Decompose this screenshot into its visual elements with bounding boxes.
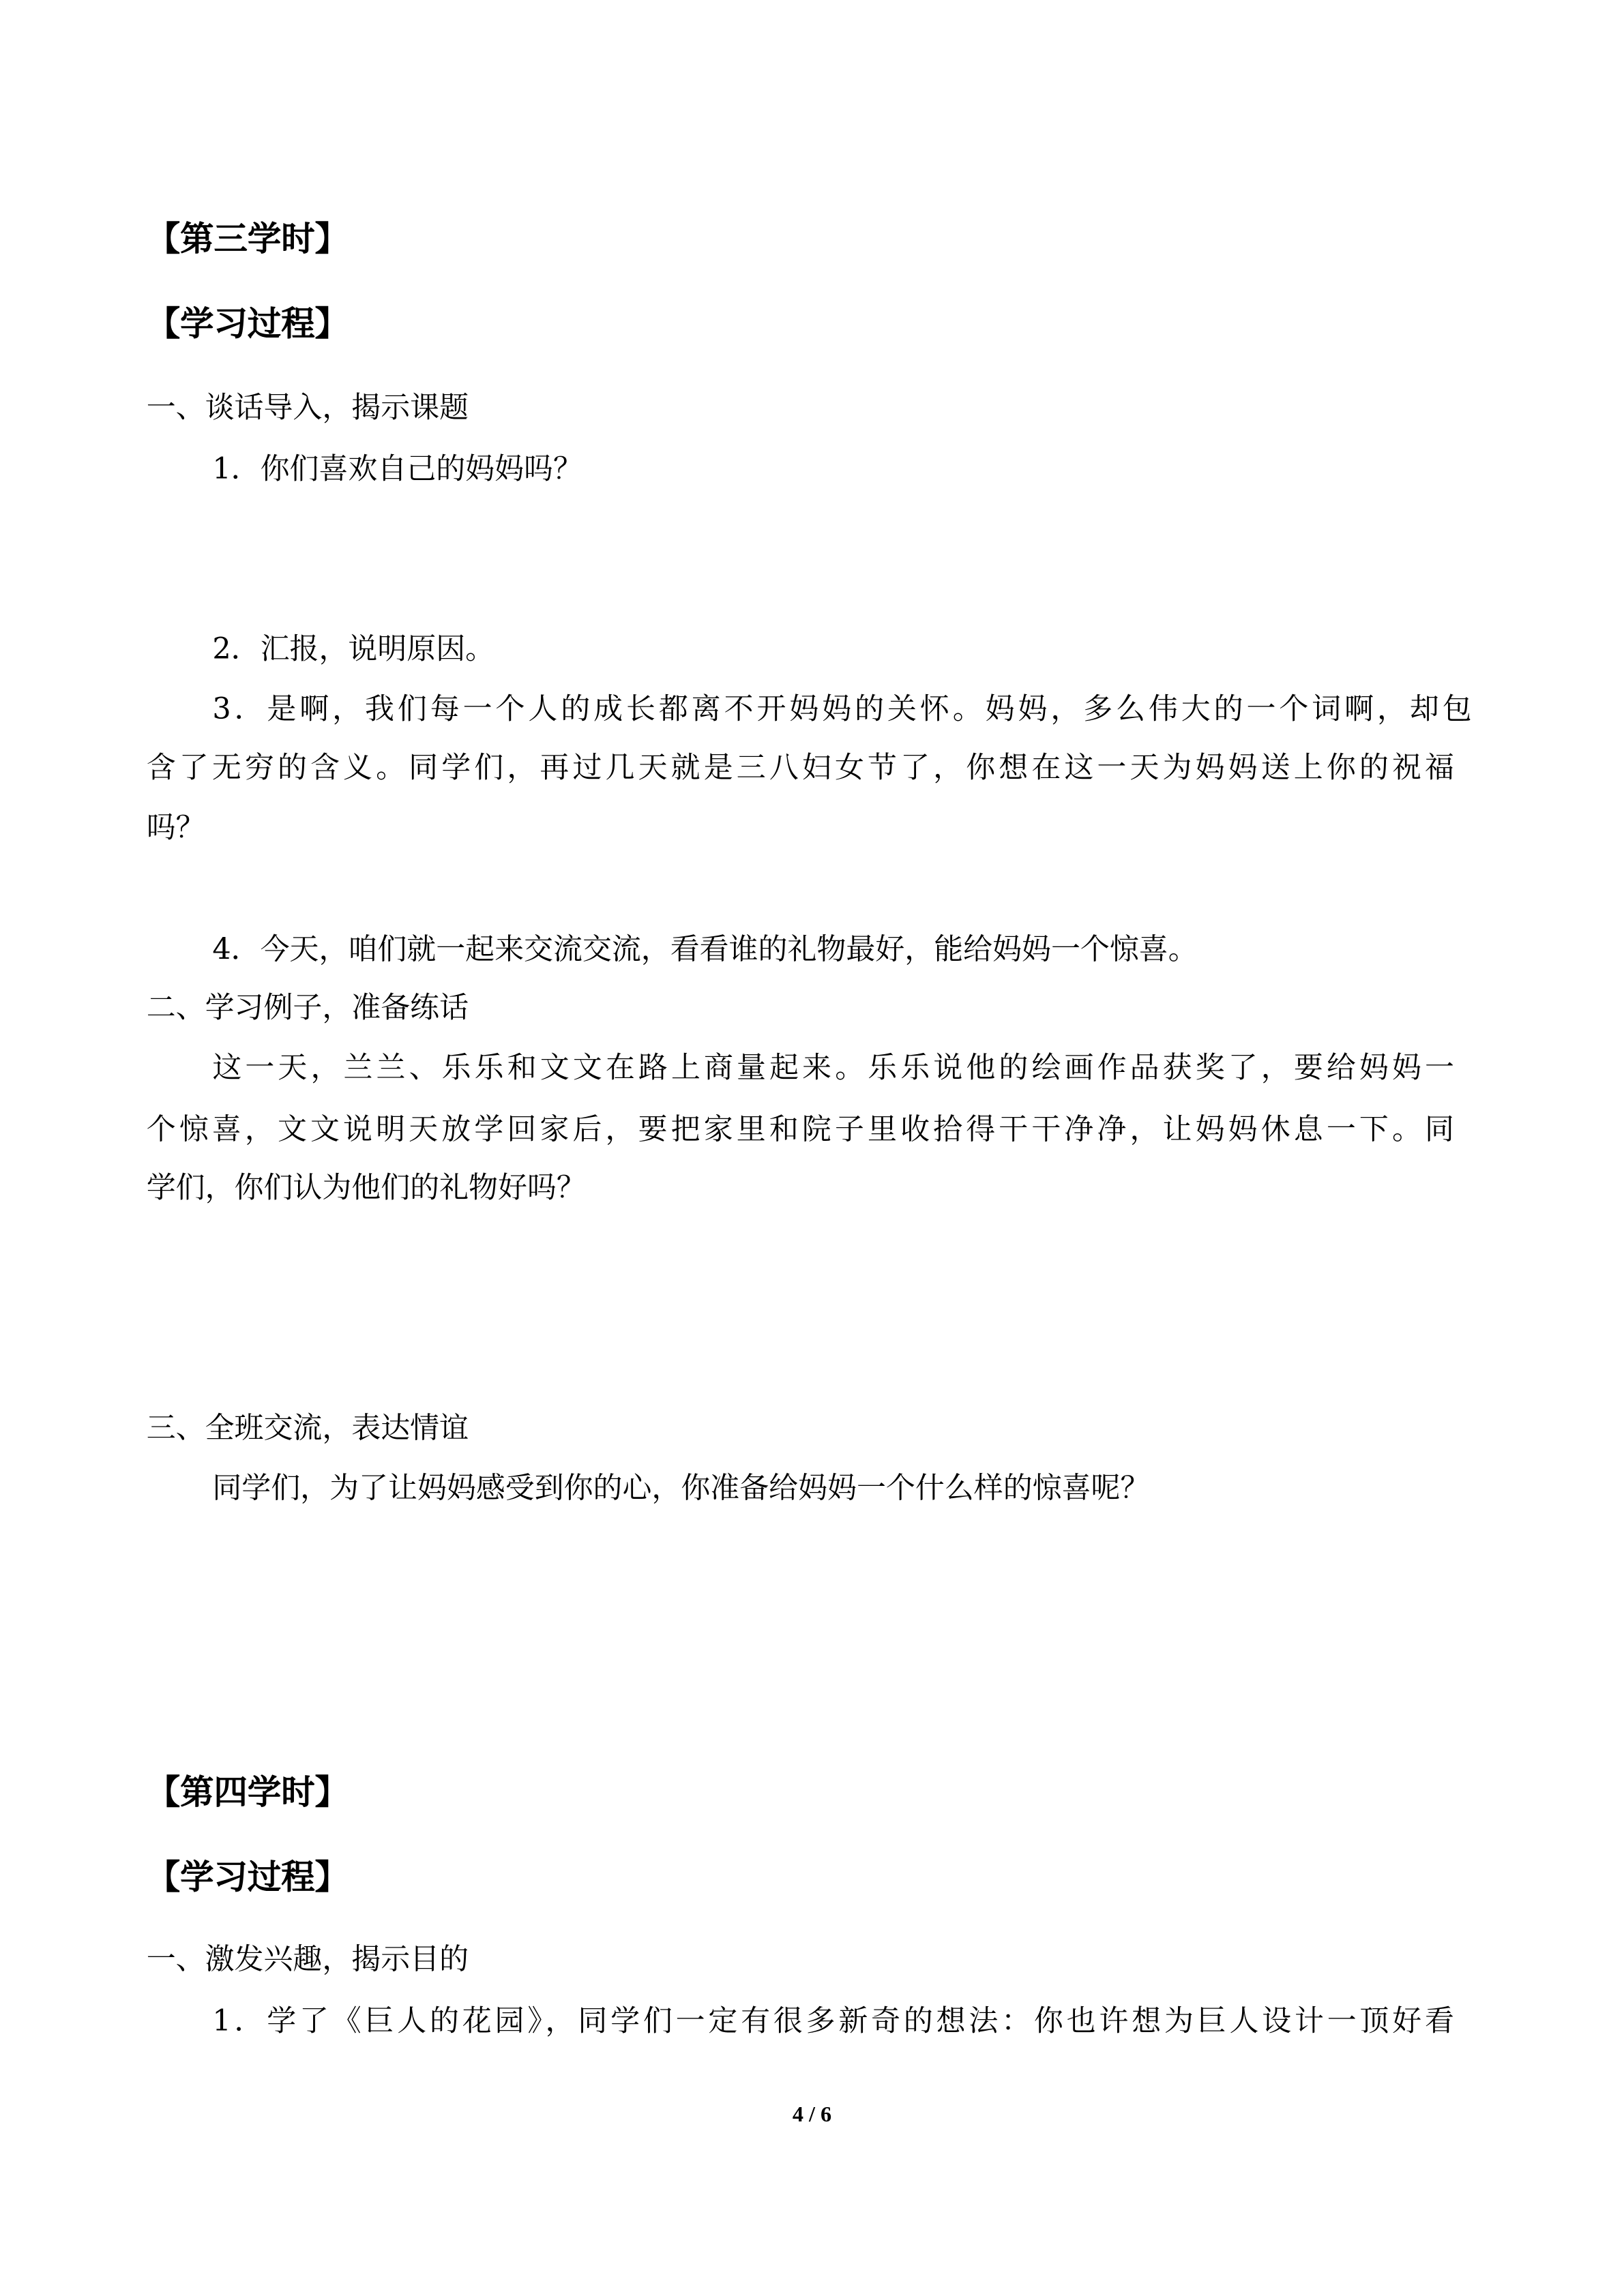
section3-part1-item3-line1: 3．是啊，我们每一个人的成长都离不开妈妈的关怀。妈妈，多么伟大的一个词啊，却包 [212, 691, 1472, 726]
section3-part1-title: 一、谈话导入，揭示课题 [146, 389, 469, 425]
section3-part1-item3-line2: 含了无穷的含义。同学们，再过几天就是三八妇女节了，你想在这一天为妈妈送上你的祝福 [146, 749, 1454, 785]
section3-part1-item2: 2．汇报，说明原因。 [212, 631, 495, 666]
section4-part1-item1: 1．学了《巨人的花园》，同学们一定有很多新奇的想法：你也许想为巨人设计一顶好看 [212, 2003, 1454, 2038]
section3-part1-item4: 4．今天，咱们就一起来交流交流，看看谁的礼物最好，能给妈妈一个惊喜。 [212, 931, 1198, 967]
section3-process-heading: 【学习过程】 [146, 305, 349, 344]
section3-part3-paragraph: 同学们，为了让妈妈感受到你的心，你准备给妈妈一个什么样的惊喜呢？ [212, 1470, 1150, 1506]
section4-part1-title: 一、激发兴趣，揭示目的 [146, 1941, 469, 1977]
section3-part2-line1: 这一天，兰兰、乐乐和文文在路上商量起来。乐乐说他的绘画作品获奖了，要给妈妈一 [212, 1049, 1454, 1085]
section3-part2-title: 二、学习例子，准备练话 [146, 989, 469, 1025]
section3-part2-line2: 个惊喜，文文说明天放学回家后，要把家里和院子里收拾得干干净净，让妈妈休息一下。同 [146, 1111, 1454, 1147]
page-number: 4 / 6 [792, 2104, 832, 2128]
section4-process-heading: 【学习过程】 [146, 1859, 349, 1898]
section4-heading: 【第四学时】 [146, 1774, 349, 1813]
section3-part3-title: 三、全班交流，表达情谊 [146, 1410, 469, 1446]
section3-part1-item1: 1．你们喜欢自己的妈妈吗？ [212, 451, 582, 486]
section3-part2-line3: 学们，你们认为他们的礼物好吗？ [146, 1169, 586, 1205]
section3-part1-item3-line3: 吗？ [146, 809, 205, 845]
section3-heading: 【第三学时】 [146, 221, 349, 260]
